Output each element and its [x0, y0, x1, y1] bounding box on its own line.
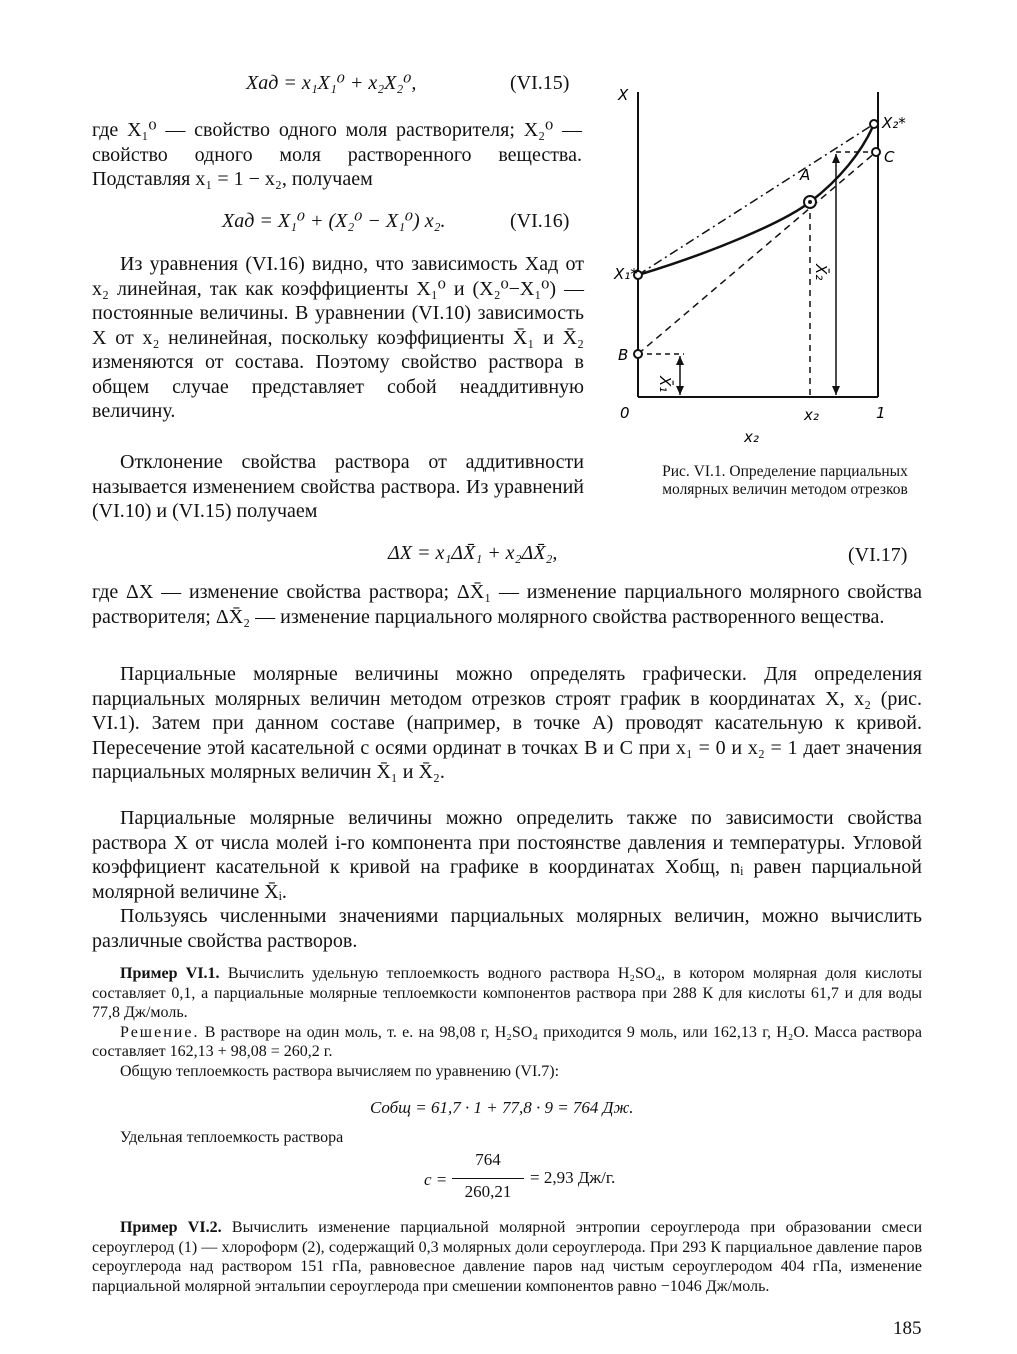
- example-vi2-body: Вычислить изменение парциальной молярной энтропии сероуглерода при образовании смеси сероуглерод (1) — хлороформ (2), содержащий 0,3 молярных доли сероуглерода. При 293 К парциальное давление паров сероуглерода над раствором 151 гПа, равновесное давление паров над чистым сероуглеродом 404 гПа, изменение парциальной молярной энтальпии сероуглерода при смешении компонентов равно −1046 Дж/моль.: [92, 1219, 922, 1295]
- paragraph-where-2-text: где ΔX — изменение свойства раствора; ΔX̄₁ — изменение парциального молярного свойства растворителя; ΔX̄₂ — изменение парциального молярного свойства растворенного вещества.: [92, 581, 922, 628]
- paragraph-moles-text: Парциальные молярные величины можно определить также по зависимости свойства раствора X от числа молей i-го компонента при постоянстве давления и температуры. Угловой коэффициент касательной к кривой на графике в координатах Xобщ, nᵢ равен парциальной молярной величине X̄ᵢ.: [92, 807, 922, 903]
- example-vi1-body: Вычислить удельную теплоемкость водного раствора H₂SO₄, в котором молярная доля кислоты составляет 0,1, а парциальные молярные теплоемкости компонентов раствора при 288 К для кислоты 61,7 и для воды 77,8 Дж/моль.: [92, 965, 923, 1021]
- label-y-axis: X: [618, 86, 629, 104]
- paragraph-use: [92, 904, 922, 953]
- equation-vi15-number: (VI.15): [510, 72, 570, 94]
- label-x-point: x₂: [804, 406, 819, 424]
- example-vi2: [92, 1218, 922, 1296]
- paragraph-where-1-text: где X₁⁰ — свойство одного моля растворителя; X₂⁰ — свойство одного моля растворенного вещества. Подставляя x₁ = 1 − x₂, получаем: [92, 119, 582, 190]
- paragraph-where-2: [92, 580, 922, 629]
- label-x2-bar: X̄₂: [812, 264, 830, 281]
- label-c: C: [884, 148, 895, 166]
- equation-c-specific: [420, 1150, 660, 1206]
- paragraph-from-eq16: [92, 252, 584, 424]
- x1bar-arrow-head-down: [676, 386, 684, 395]
- figure-caption: Рис. VI.1. Определение парциальных молярных величин методом отрезков: [662, 463, 908, 498]
- label-origin: 0: [620, 404, 630, 422]
- paragraph-graphical-text: Парциальные молярные величины можно определять графически. Для определения парциальных молярных величин методом отрезков строят график в координатах X, x₂ (рис. VI.1). Затем при данном составе (например, в точке A) проводят касательную к кривой. Пересечение этой касательной с осями ординат в точках B и C при x₁ = 0 и x₂ = 1 дает значения парциальных молярных величин X̄₁ и X̄₂.: [92, 663, 922, 783]
- label-x-axis: x₂: [744, 428, 759, 446]
- label-x-one: 1: [876, 404, 886, 422]
- equation-c-fraction-bar: [452, 1178, 524, 1179]
- x2bar-arrow-head-down: [832, 386, 840, 395]
- point-a-center: [808, 200, 812, 204]
- example-vi1: [92, 964, 922, 1081]
- equation-vi17-number: (VI.17): [848, 544, 908, 566]
- example-vi1-statement: [92, 964, 922, 1023]
- equation-c-denominator: 260,21: [464, 1182, 512, 1201]
- additive-line: [638, 124, 874, 275]
- equation-c-numerator: 764: [475, 1150, 501, 1169]
- label-x1-bar: X̄₁: [656, 376, 674, 393]
- example-vi1-specific-text: Удельная теплоемкость раствора: [120, 1129, 344, 1146]
- equation-vi16: Xад = X₁⁰ + (X₂⁰ − X₁⁰) x₂.: [222, 210, 446, 232]
- equation-vi17: ΔX = x₁ΔX̄₁ + x₂ΔX̄₂,: [388, 542, 558, 564]
- paragraph-deviation: [92, 450, 584, 524]
- page-number: 185: [893, 1318, 922, 1339]
- label-b: B: [618, 346, 629, 364]
- x1bar-arrow-head-up: [676, 356, 684, 365]
- label-x2-star: X₂*: [882, 114, 906, 132]
- equation-vi15: Xад = x₁X₁⁰ + x₂X₂⁰,: [246, 72, 417, 94]
- equation-c-lhs: c =: [424, 1170, 448, 1189]
- equation-c-total: Cобщ = 61,7 · 1 + 77,8 · 9 = 764 Дж.: [370, 1098, 634, 1117]
- label-x1-star: X₁*: [614, 265, 638, 283]
- equation-c-rhs: = 2,93 Дж/г.: [530, 1168, 616, 1187]
- example-vi1-heading: Пример VI.1.: [120, 965, 220, 982]
- point-c: [872, 148, 880, 156]
- example-vi1-solution-heading: Решение.: [120, 1023, 200, 1041]
- figure-vi1-diagram: [604, 72, 924, 452]
- example-vi2-statement: [92, 1218, 922, 1296]
- paragraph-moles: [92, 806, 922, 904]
- example-vi1-solution-body: В растворе на один моль, т. е. на 98,08 г, H₂SO₄ приходится 9 моль, или 162,13 г, H₂O. Масса раствора составляет 162,13 + 98,08 = 260,2 г.: [92, 1023, 923, 1060]
- x2bar-arrow-head-up: [832, 154, 840, 163]
- example-vi2-heading: Пример VI.2.: [120, 1219, 222, 1236]
- point-b: [634, 350, 642, 358]
- example-vi1-total-text: Общую теплоемкость раствора вычисляем по уравнению (VI.7):: [120, 1062, 560, 1080]
- figure-vi1: [604, 72, 924, 457]
- label-a: A: [800, 166, 811, 184]
- point-x2-star: [870, 120, 878, 128]
- paragraph-graphical: [92, 662, 922, 785]
- paragraph-use-text: Пользуясь численными значениями парциальных молярных величин, можно вычислить различные свойства растворов.: [92, 905, 922, 952]
- paragraph-from-eq16-text: Из уравнения (VI.16) видно, что зависимость Xад от x₂ линейная, так как коэффициенты X₁⁰ и (X₂⁰−X₁⁰) — постоянные величины. В уравнении (VI.10) зависимость X от x₂ нелинейная, поскольку коэффициенты X̄₁ и X̄₂ изменяются от состава. Поэтому свойство раствора в общем случае представляет собой неаддитивную величину.: [92, 253, 584, 422]
- paragraph-where-1: [92, 118, 582, 192]
- example-vi1-solution: [92, 1023, 922, 1062]
- equation-vi16-number: (VI.16): [510, 210, 570, 232]
- paragraph-deviation-text: Отклонение свойства раствора от аддитивности называется изменением свойства раствора. Из уравнений (VI.10) и (VI.15) получаем: [92, 451, 584, 522]
